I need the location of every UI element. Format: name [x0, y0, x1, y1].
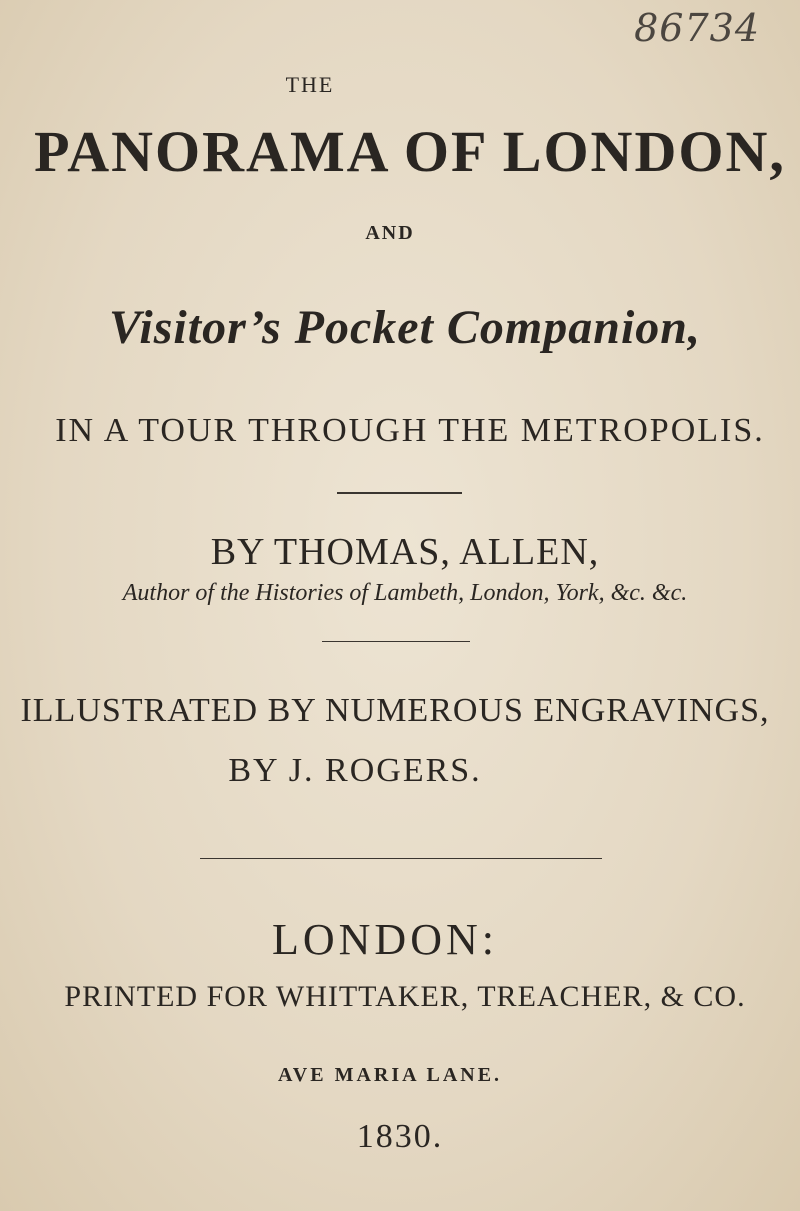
divider-rule [322, 641, 470, 642]
author-works: Author of the Histories of Lambeth, London, York, &c. &c. [122, 580, 688, 606]
handwritten-catalog-number: 86734 [634, 6, 760, 50]
subtitle-tour: IN A TOUR THROUGH THE METROPOLIS. [55, 412, 765, 449]
heading-and: AND [365, 222, 415, 244]
author-line: BY THOMAS, ALLEN, [210, 531, 600, 573]
illustrator-line: BY J. ROGERS. [228, 752, 482, 789]
divider-rule [337, 492, 462, 494]
heading-the: THE [285, 72, 335, 97]
imprint-city: LONDON: [272, 915, 498, 964]
imprint-printer: PRINTED FOR WHITTAKER, TREACHER, & CO. [64, 980, 746, 1013]
book-title: PANORAMA OF LONDON, [34, 119, 786, 184]
divider-rule [200, 858, 602, 859]
illustrated-line: ILLUSTRATED BY NUMEROUS ENGRAVINGS, [20, 692, 770, 729]
imprint-year: 1830. [356, 1118, 444, 1155]
imprint-address: AVE MARIA LANE. [277, 1064, 503, 1086]
book-subtitle: Visitor’s Pocket Companion, [109, 301, 701, 354]
